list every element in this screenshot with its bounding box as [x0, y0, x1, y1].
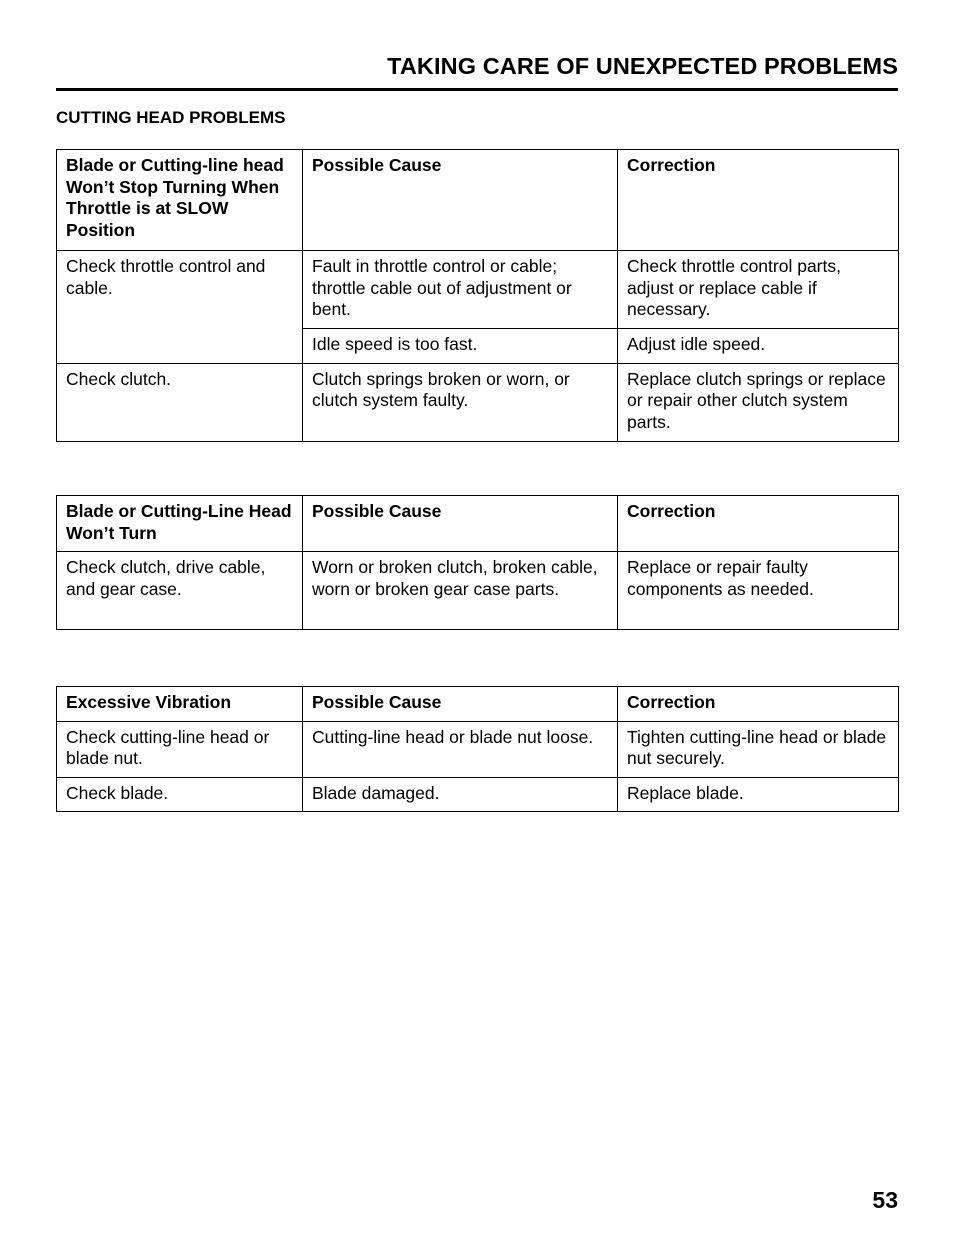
table-row [57, 251, 899, 329]
check-cell: Check throttle control and cable. [57, 251, 303, 364]
section-heading: CUTTING HEAD PROBLEMS [56, 108, 286, 127]
title-rule-thin [848, 88, 898, 89]
check-cell: Check cutting-line head or blade nut. [57, 721, 303, 777]
cause-cell: Worn or broken clutch, broken cable, worn or broken gear case parts. [303, 552, 618, 630]
table-header-problem: Blade or Cutting-line head Won’t Stop Turning When Throttle is at SLOW Position [57, 150, 303, 251]
troubleshooting-table-vibration [56, 686, 899, 812]
correction-cell: Replace blade. [618, 777, 899, 812]
cause-cell: Clutch springs broken or worn, or clutch system faulty. [303, 363, 618, 441]
troubleshooting-table-stop-turning [56, 149, 899, 442]
table-row [57, 721, 899, 777]
table-header-correction: Correction [618, 150, 899, 251]
table-header-problem: Blade or Cutting-Line Head Won’t Turn [57, 496, 303, 552]
correction-cell: Replace clutch springs or replace or repair other clutch system parts. [618, 363, 899, 441]
troubleshooting-table-wont-turn [56, 495, 899, 630]
table-header-correction: Correction [618, 687, 899, 722]
table-row [57, 363, 899, 441]
table-row [57, 777, 899, 812]
cause-cell: Cutting-line head or blade nut loose. [303, 721, 618, 777]
table-header-row [57, 496, 899, 552]
check-cell: Check clutch, drive cable, and gear case. [57, 552, 303, 630]
check-cell: Check blade. [57, 777, 303, 812]
table-header-cause: Possible Cause [303, 496, 618, 552]
table-header-row [57, 687, 899, 722]
correction-cell: Replace or repair faulty components as needed. [618, 552, 899, 630]
table-header-problem: Excessive Vibration [57, 687, 303, 722]
page-title: TAKING CARE OF UNEXPECTED PROBLEMS [387, 53, 898, 79]
table-header-cause: Possible Cause [303, 687, 618, 722]
correction-cell: Check throttle control parts, adjust or replace cable if necessary. [618, 251, 899, 329]
title-rule [56, 88, 898, 92]
check-cell: Check clutch. [57, 363, 303, 441]
correction-cell: Tighten cutting-line head or blade nut securely. [618, 721, 899, 777]
correction-cell: Adjust idle speed. [618, 329, 899, 364]
cause-cell: Fault in throttle control or cable; throttle cable out of adjustment or bent. [303, 251, 618, 329]
table-row [57, 552, 899, 630]
table-header-correction: Correction [618, 496, 899, 552]
cause-cell: Blade damaged. [303, 777, 618, 812]
table-header-row [57, 150, 899, 251]
page-number: 53 [872, 1187, 898, 1213]
table-header-cause: Possible Cause [303, 150, 618, 251]
title-rule-thick [56, 88, 898, 91]
cause-cell: Idle speed is too fast. [303, 329, 618, 364]
